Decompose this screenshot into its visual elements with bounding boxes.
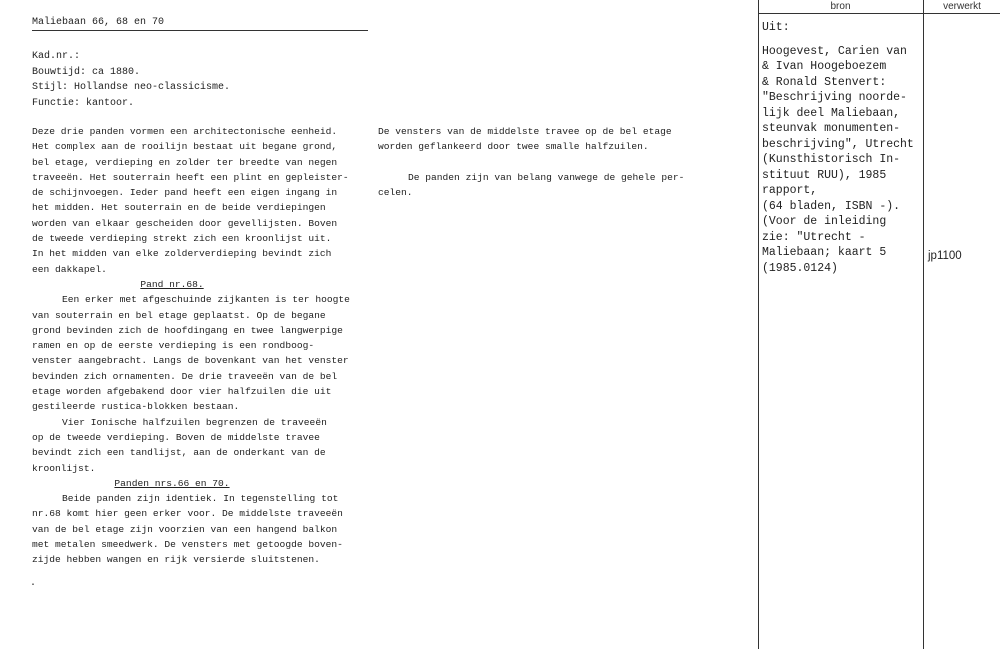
source-line: beschrijving", Utrecht [762,137,914,151]
source-line: "Beschrijving noorde- [762,91,907,104]
table-header-divider [758,13,1000,14]
stijl-text: Stijl: Hollandse neo-classicisme. [32,82,231,93]
bron-cell [762,20,926,276]
source-line: (1985.0124) [762,261,838,275]
source-line: & Ivan Hoogeboezem [762,60,887,73]
source-line: Hoogevest, Carien van [762,44,907,58]
source-line: Maliebaan; kaart 5 [762,246,887,259]
pand-68-paragraph-1: Een erker met afgeschuinde zijkanten is ter hoogte van souterrain en bel etage geplaatst. Op de begane grond bevinden zich de hoofdingang en twee langwerpige ramen en op de eerste verdieping is een rondboog- venster aangebracht. Langs de bovenkant van het venster bevinden zich ornamenten. De drie traveeën van de bel etage worden afgebakend door vier halfzuilen die uit gestileerde rustica-blokken bestaan. [32,294,350,413]
pand-68-paragraph-2: Vier Ionische halfzuilen begrenzen de traveeën op de tweede verdieping. Boven de middelste travee bevindt zich een tandlijst, aan de onderkant van de kroonlijst. [32,416,327,474]
intro-paragraph: Deze drie panden vormen een architectonische eenheid. Het complex aan de rooilijn bestaat uit begane grond, bel etage, verdieping en zolder ter breedte van negen traveeën. Het souterrain heeft een plint en gepleister- de schijnvoegen. Ieder pand heeft een eigen ingang in het midden. Het souterrain en de beide verdiepingen worden van elkaar gescheiden door gevellijsten. Boven de tweede verdieping strekt zich een kroonlijst uit. In het midden van elke zolderverdieping bevindt zich een dakkapel. [32,126,349,275]
source-line: stituut RUU), 1985 [762,168,887,182]
source-line: steunvak monumenten- [762,122,901,135]
source-line: rapport, [762,184,818,197]
source-line: zie: "Utrecht - [762,230,866,244]
source-line: (64 bladen, ISBN -). [762,199,901,213]
metadata-block [32,49,230,111]
source-line: & Ronald Stenvert: [762,75,887,89]
stray-mark: . [30,578,37,589]
table-border-left [758,0,759,649]
panden-66-70-paragraph: Beide panden zijn identiek. In tegenstelling tot nr.68 komt hier geen erker voor. De middelste traveeën van de bel etage zijn voorzien van een hangend balkon met metalen smeedwerk. De vensters met getoogde boven- zijde hebben wangen en rijk versierde sluitstenen. [32,493,343,566]
kadnr-label: Kad.nr.: [32,51,81,62]
uit-label: Uit: [762,21,790,34]
subheading-pand-68: Pand nr.68. [140,278,204,290]
source-line: lijk deel Maliebaan, [762,106,901,120]
subheading-panden-66-70: Panden nrs.66 en 70. [114,477,230,489]
page-title: Maliebaan 66, 68 en 70 [32,16,368,31]
column-header-verwerkt: verwerkt [943,1,981,12]
verwerkt-value: jp1100 [928,250,962,262]
middle-paragraph-1: De vensters van de middelste travee op de bel etage worden geflankeerd door twee smalle halfzuilen. [378,126,672,153]
column-header-bron: bron [830,1,851,12]
source-table [758,0,1000,649]
description-left-column [32,124,372,568]
description-middle-column [378,124,708,200]
functie-text: Functie: kantoor. [32,97,135,109]
middle-paragraph-2: De panden zijn van belang vanwege de gehele per- celen. [378,171,685,198]
source-line: (Voor de inleiding [762,215,887,228]
bouwtijd-text: Bouwtijd: ca 1880. [32,66,141,78]
source-line: (Kunsthistorisch In- [762,153,901,166]
